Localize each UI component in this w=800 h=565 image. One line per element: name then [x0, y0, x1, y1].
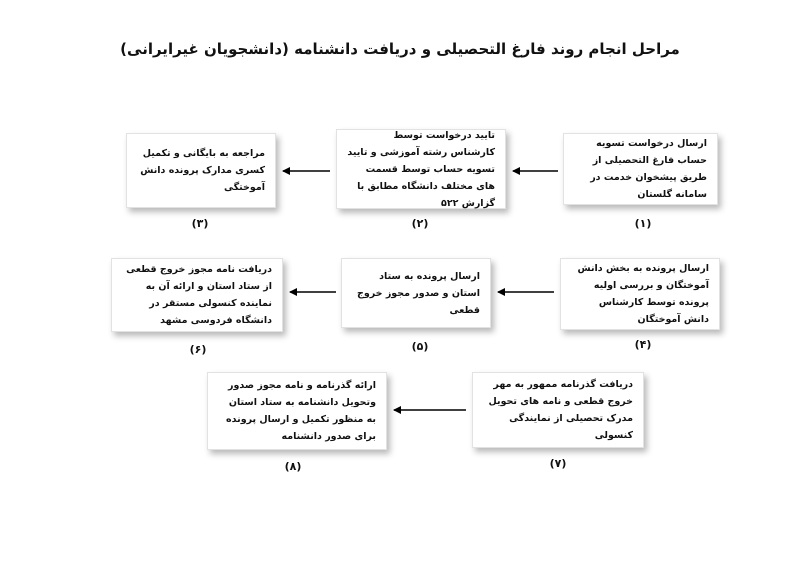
step-2-number: (۲) [411, 217, 429, 230]
step-7-number: (۷) [549, 457, 567, 470]
step-5-text: ارسال پرونده به ستاد استان و صدور مجوز خروج قطعی [357, 270, 480, 316]
step-4-number: (۴) [634, 338, 652, 351]
step-3-number: (۳) [191, 217, 209, 230]
step-5-number: (۵) [411, 340, 429, 353]
step-3-text: مراجعه به بایگانی و تکمیل کسری مدارک پرونده دانش آموختگی [140, 148, 265, 193]
diagram-title: مراحل انجام روند فارغ التحصیلی و دریافت دانشنامه (دانشجویان غیرایرانی) [120, 40, 680, 58]
step-8-number: (۸) [284, 460, 302, 473]
step-4-text: ارسال پرونده به بخش دانش آموختگان و بررسی اولیه پرونده توسط کارشناس دانش آموختگان [577, 263, 709, 325]
step-8-text: ارائه گذرنامه و نامه مجوز صدور وتحویل دانشنامه به ستاد استان به منظور تکمیل و ارسال پرونده برای صدور دانشنامه [226, 380, 376, 442]
step-1-number: (۱) [634, 217, 652, 230]
step-6-text: دریافت نامه مجوز خروج قطعی از ستاد استان و ارائه آن به نماینده کنسولی مستقر در دانشگاه فردوسی مشهد [126, 264, 272, 326]
step-7-text: دریافت گذرنامه ممهور به مهر خروج قطعی و نامه های تحویل مدرک تحصیلی از نمایندگی کنسولی [488, 379, 633, 441]
step-6-number: (۶) [189, 343, 207, 356]
step-1-text: ارسال درخواست تسویه حساب فارغ التحصیلی از طریق پیشخوان خدمت در سامانه گلستان [590, 138, 707, 200]
step-2-text: تایید درخواست توسط کارشناس رشته آموزشی و تایید تسویه حساب توسط قسمت های مختلف دانشگاه مطابق با گزارش ۵۲۲ [347, 129, 495, 209]
